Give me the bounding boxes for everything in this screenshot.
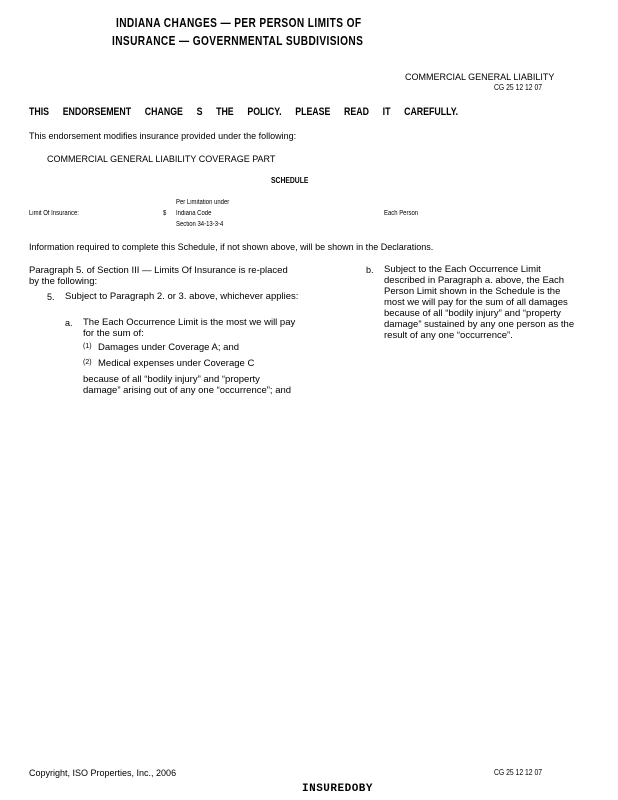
item-1-text: Damages under Coverage A; and <box>98 342 240 353</box>
item-2-text: Medical expenses under Coverage C <box>98 358 255 369</box>
schedule-info-line: Information required to complete this Schedule, if not shown above, will be shown in the Declarations. <box>29 242 434 252</box>
item-5-number: 5. <box>47 292 55 302</box>
endorsement-title-line2: INSURANCE — GOVERNMENTAL SUBDIVISIONS <box>112 33 364 48</box>
paragraph-5-intro: Paragraph 5. of Section III — Limits Of Insurance is re-placed by the following: <box>29 265 288 287</box>
form-code-header: CG 25 12 12 07 <box>494 83 543 92</box>
schedule-heading: SCHEDULE <box>271 176 309 185</box>
each-person-label: Each Person <box>384 210 419 217</box>
endorsement-title-line1: INDIANA CHANGES — PER PERSON LIMITS OF <box>116 15 362 30</box>
item-1-number: (1) <box>83 343 92 350</box>
modifies-statement: This endorsement modifies insurance provided under the following: <box>29 131 297 141</box>
limit-of-insurance-label: Limit Of Insurance: <box>29 210 79 217</box>
coverage-part: COMMERCIAL GENERAL LIABILITY COVERAGE PART <box>47 154 276 164</box>
endorsement-notice: THIS ENDORSEMENT CHANGE S THE POLICY. PLEASE READ IT CAREFULLY. <box>29 106 459 118</box>
copyright-footer: Copyright, ISO Properties, Inc., 2006 <box>29 768 177 778</box>
watermark-footer: INSUREDOBY <box>302 783 374 795</box>
item-b-number: b. <box>366 265 374 275</box>
per-limitation-label: Per Limitation under <box>176 199 230 206</box>
item-5-text: Subject to Paragraph 2. or 3. above, whichever applies: <box>65 291 299 302</box>
coverage-header: COMMERCIAL GENERAL LIABILITY <box>405 72 555 82</box>
dollar-sign: $ <box>163 210 167 217</box>
item-b-text: Subject to the Each Occurrence Limit described in Paragraph a. above, the Each Person Limit shown in the Schedule is the most we will pay for the sum of all damages because of all “bodily injury” and “property damage” sustained by any one person as the result of any one “occurrence”. <box>384 264 575 341</box>
item-a-number: a. <box>65 318 73 328</box>
because-clause: because of all “bodily injury” and “property damage” arising out of any one “occurrence”; and <box>83 374 292 396</box>
item-2-number: (2) <box>83 359 92 366</box>
indiana-code-label: Indiana Code <box>176 210 212 217</box>
form-code-footer: CG 25 12 12 07 <box>494 768 543 777</box>
section-label: Section 34-13-3-4 <box>176 221 224 228</box>
item-a-text: The Each Occurrence Limit is the most we will pay for the sum of: <box>83 317 296 339</box>
